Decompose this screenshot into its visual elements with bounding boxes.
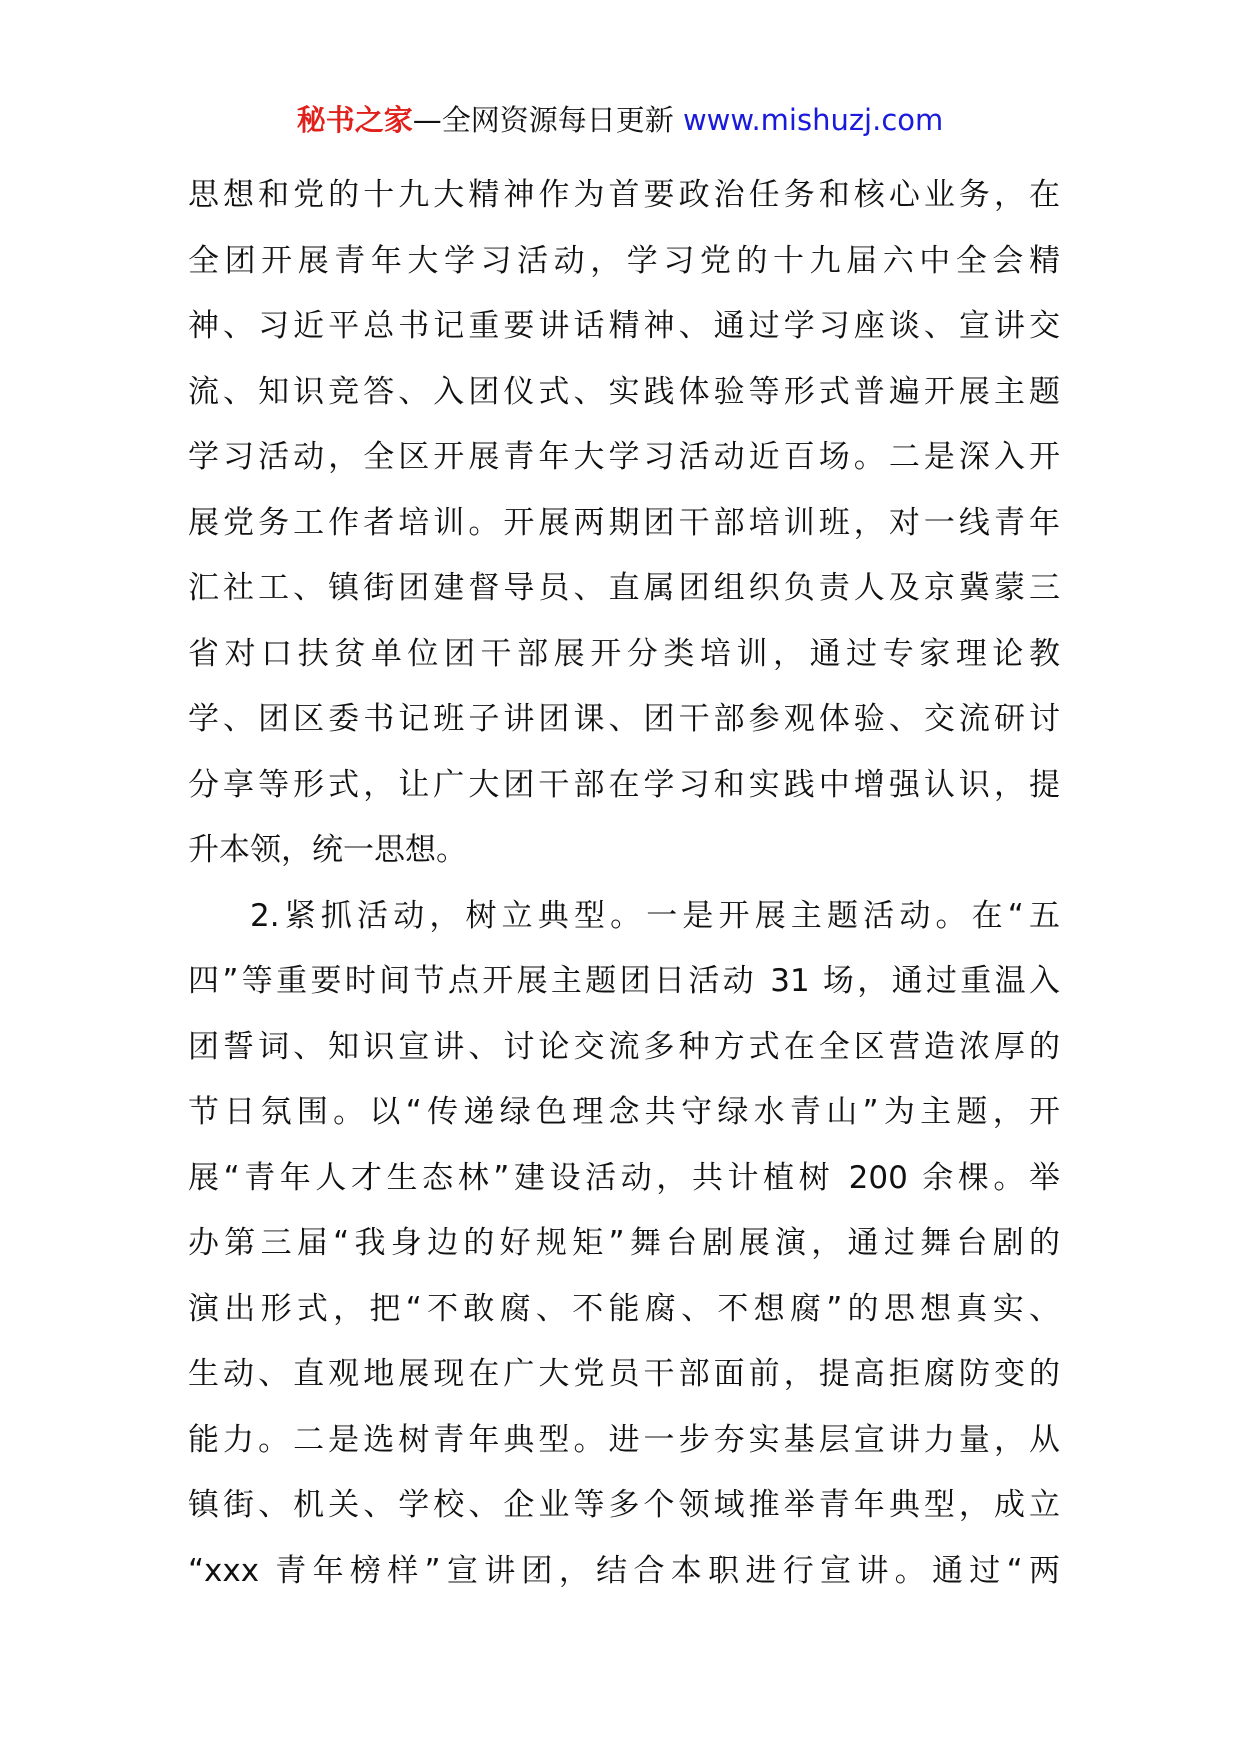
body-line: 镇街、机关、学校、企业等多个领域推举青年典型，成立 bbox=[188, 1487, 1060, 1523]
document-body bbox=[188, 163, 1060, 1604]
body-line: 思想和党的十九大精神作为首要政治任务和核心业务，在 bbox=[188, 177, 1060, 213]
body-line: 四”等重要时间节点开展主题团日活动 31 场，通过重温入 bbox=[188, 963, 1060, 999]
body-line: 展“青年人才生态林”建设活动，共计植树 200 余棵。举 bbox=[188, 1159, 1060, 1196]
body-line: 神、习近平总书记重要讲话精神、通过学习座谈、宣讲交 bbox=[188, 308, 1060, 344]
body-line: 省对口扶贫单位团干部展开分类培训，通过专家理论教 bbox=[188, 635, 1060, 672]
body-line: 分享等形式，让广大团干部在学习和实践中增强认识，提 bbox=[188, 766, 1060, 803]
body-line: 学习活动，全区开展青年大学习活动近百场。二是深入开 bbox=[188, 439, 1060, 475]
body-line: 全团开展青年大学习活动，学习党的十九届六中全会精 bbox=[188, 242, 1060, 279]
paragraph-end-line: 升本领，统一思想。 bbox=[188, 832, 467, 868]
body-line: 流、知识竞答、入团仪式、实践体验等形式普遍开展主题 bbox=[188, 373, 1060, 410]
body-line: 能力。二是选树青年典型。进一步夯实基层宣讲力量，从 bbox=[188, 1421, 1060, 1458]
body-line: 汇社工、镇街团建督导员、直属团组织负责人及京冀蒙三 bbox=[188, 570, 1060, 606]
body-line: 办第三届“我身边的好规矩”舞台剧展演，通过舞台剧的 bbox=[188, 1225, 1060, 1261]
site-header bbox=[0, 100, 1240, 140]
site-brand: 秘书之家 bbox=[296, 103, 413, 137]
body-line: 演出形式，把“不敢腐、不能腐、不想腐”的思想真实、 bbox=[188, 1290, 1060, 1327]
body-line: “xxx 青年榜样”宣讲团，结合本职进行宣讲。通过“两 bbox=[188, 1552, 1060, 1589]
body-line: 团誓词、知识宣讲、讨论交流多种方式在全区营造浓厚的 bbox=[188, 1028, 1060, 1065]
body-line: 学、团区委书记班子讲团课、团干部参观体验、交流研讨 bbox=[188, 701, 1060, 737]
site-url[interactable]: www.mishuzj.com bbox=[682, 103, 944, 137]
paragraph-first-line: 2.紧抓活动，树立典型。一是开展主题活动。在“五 bbox=[250, 897, 1060, 934]
body-line: 生动、直观地展现在广大党员干部面前，提高拒腐防变的 bbox=[188, 1356, 1060, 1392]
body-line: 节日氛围。以“传递绿色理念共守绿水青山”为主题，开 bbox=[188, 1094, 1060, 1130]
body-line: 展党务工作者培训。开展两期团干部培训班，对一线青年 bbox=[188, 504, 1060, 541]
site-tagline: —全网资源每日更新 bbox=[412, 103, 674, 137]
